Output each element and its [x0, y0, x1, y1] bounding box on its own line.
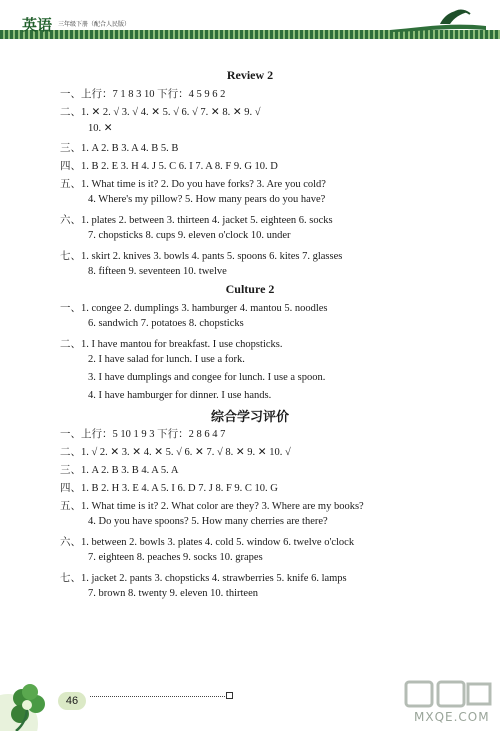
assessment-line: 六、1. between 2. bowls 3. plates 4. cold 5. window 6. twelve o'clock	[60, 537, 355, 548]
assessment-line: 7. eighteen 8. peaches 9. socks 10. grapes	[88, 552, 263, 563]
assessment-line: 三、1. A 2. B 3. B 4. A 5. A	[60, 465, 179, 476]
review-line: 五、1. What time is it? 2. Do you have forks? 3. Are you cold?	[60, 179, 326, 190]
review-line: 三、1. A 2. B 3. A 4. B 5. B	[60, 143, 179, 154]
assessment-line: 4. Do you have spoons? 5. How many cherries are there?	[88, 516, 328, 527]
page-number: 46	[58, 692, 86, 710]
culture-title: Culture 2	[225, 282, 275, 296]
assessment-line: 七、1. jacket 2. pants 3. chopsticks 4. strawberries 5. knife 6. lamps	[60, 573, 347, 584]
page-header	[0, 0, 500, 42]
culture-line: 2. I have salad for lunch. I use a fork.	[88, 354, 245, 365]
dotted-rule	[90, 696, 225, 697]
assessment-line: 五、1. What time is it? 2. What color are they? 3. Where are my books?	[60, 501, 364, 512]
assessment-line: 二、1. √ 2. ✕ 3. ✕ 4. ✕ 5. √ 6. ✕ 7. √ 8. ✕ 9. ✕ 10. √	[60, 447, 291, 458]
grade-label: 三年级下册（配合人民版）	[58, 21, 131, 28]
culture-line: 6. sandwich 7. potatoes 8. chopsticks	[88, 318, 244, 329]
review-line: 二、1. ✕ 2. √ 3. √ 4. ✕ 5. √ 6. √ 7. ✕ 8. ✕ 9. √	[60, 107, 261, 118]
review-line: 四、1. B 2. E 3. H 4. J 5. C 6. I 7. A 8. F 9. G 10. D	[60, 161, 278, 172]
review-line: 4. Where's my pillow? 5. How many pears do you have?	[88, 194, 326, 205]
review-title: Review 2	[226, 68, 274, 82]
culture-line: 4. I have hamburger for dinner. I use hands.	[88, 390, 272, 401]
clover-flower-icon	[0, 672, 58, 731]
end-square-icon	[226, 692, 233, 699]
assessment-line: 四、1. B 2. H 3. E 4. A 5. I 6. D 7. J 8. F 9. C 10. G	[60, 483, 278, 494]
culture-line: 3. I have dumplings and congee for lunch. I use a spoon.	[88, 372, 326, 383]
assessment-line: 一、上行：5 10 1 9 3 下行：2 8 6 4 7	[60, 429, 226, 440]
subject-label: 英语	[22, 16, 53, 34]
culture-line: 二、1. I have mantou for breakfast. I use chopsticks.	[60, 339, 283, 350]
review-line: 10. ✕	[88, 123, 113, 134]
review-line: 8. fifteen 9. seventeen 10. twelve	[88, 266, 227, 277]
assessment-line: 7. brown 8. twenty 9. eleven 10. thirteen	[88, 588, 258, 599]
review-line: 7. chopsticks 8. cups 9. eleven o'clock 10. under	[88, 230, 291, 241]
review-line: 七、1. skirt 2. knives 3. bowls 4. pants 5. spoons 6. kites 7. glasses	[60, 251, 343, 262]
watermark-text: MXQE.COM	[414, 710, 490, 724]
culture-line: 一、1. congee 2. dumplings 3. hamburger 4. mantou 5. noodles	[60, 303, 328, 314]
swoosh-logo-icon	[388, 4, 488, 34]
review-line: 一、上行：7 1 8 3 10 下行：4 5 9 6 2	[60, 89, 226, 100]
review-line: 六、1. plates 2. between 3. thirteen 4. jacket 5. eighteen 6. socks	[60, 215, 333, 226]
assessment-title: 综合学习评价	[210, 410, 289, 425]
